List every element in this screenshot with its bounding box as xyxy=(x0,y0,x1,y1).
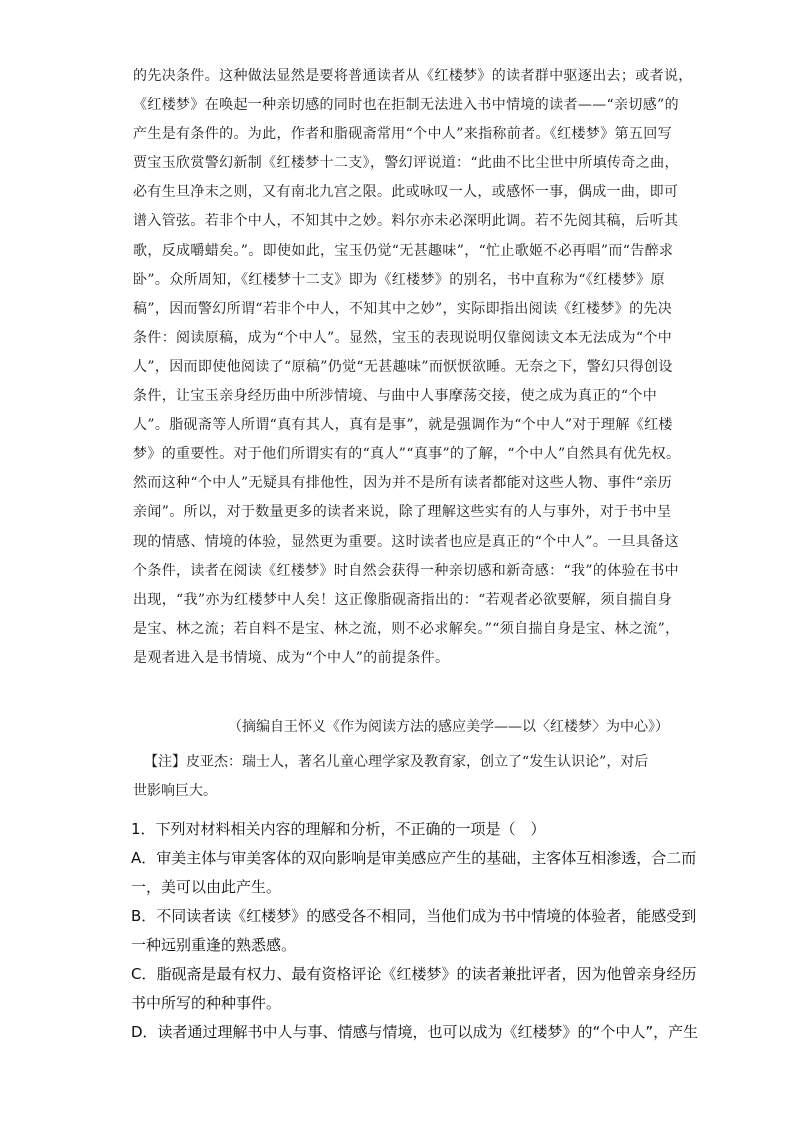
passage-line: 《红楼梦》在唤起一种亲切感的同时也在拒制无法进入书中情境的读者——“亲切感”的 xyxy=(133,97,679,114)
option-c-continued: 书中所写的种种事件。 xyxy=(131,994,282,1012)
passage-line: 个条件，读者在阅读《红楼梦》时自然会获得一种亲切感和新奇感：“我”的体验在书中 xyxy=(133,562,679,579)
footnote-line: 世影响巨大。 xyxy=(133,783,217,799)
option-d: D．读者通过理解书中人与事、情感与情境，也可以成为《红楼梦》的“个中人”，产生 xyxy=(131,1023,699,1041)
passage-line: 必有生旦净末之则，又有南北九宫之限。此或咏叹一人，或感怀一事，偶成一曲，即可 xyxy=(133,184,679,201)
passage-line: 出现，“我”亦为红楼梦中人矣！这正像脂砚斋指出的：“若观者必欲要解，须自揣自身 xyxy=(133,591,673,608)
passage-line: 亲闻”。所以，对于数量更多的读者来说，除了理解这些实有的人与事外，对于书中呈 xyxy=(133,504,672,521)
question-stem: 1．下列对材料相关内容的理解和分析，不正确的一项是（ ） xyxy=(131,820,546,838)
passage-line: 人”。脂砚斋等人所谓“真有其人，真有是事”，就是强调作为“个中人”对于理解《红楼 xyxy=(133,417,673,434)
passage-line: 贾宝玉欣赏警幻新制《红楼梦十二支》，警幻评说道：“此曲不比尘世中所填传奇之曲， xyxy=(133,155,679,172)
option-b: B．不同读者读《红楼梦》的感受各不相同，当他们成为书中情境的体验者，能感受到 xyxy=(131,907,697,925)
question-block xyxy=(131,815,699,1047)
passage-line: 卧”。众所周知，《红楼梦十二支》即为《红楼梦》的别名，书中直称为“《红楼梦》原 xyxy=(133,271,665,288)
passage-line: 的先决条件。这种做法显然是要将普通读者从《红楼梦》的读者群中驱逐出去；或者说， xyxy=(133,68,693,84)
passage-line: 现的情感、情境的体验，显然更为重要。这时读者也应是真正的“个中人”。一旦具备这 xyxy=(133,533,679,550)
passage-line: 产生是有条件的。为此，作者和脂砚斋常用“个中人”来指称前者。《红楼梦》第五回写 xyxy=(133,126,672,143)
passage-line: 梦》的重要性。对于他们所谓实有的“真人”“真事”的了解，“个中人”自然具有优先权。 xyxy=(133,446,681,463)
passage-line: 条件：阅读原稿，成为“个中人”。显然，宝玉的表现说明仅靠阅读文本无法成为“个中 xyxy=(133,329,673,346)
option-a-continued: 一，美可以由此产生。 xyxy=(131,878,282,896)
passage-line: 歌，反成嚼蜡矣。”。即使如此，宝玉仍觉“无甚趣味”，“忙止歌姬不必再唱”而“告醉求 xyxy=(133,242,674,259)
passage-line: 稿”，因而警幻所谓“若非个中人，不知其中之妙”，实际即指出阅读《红楼梦》的先决 xyxy=(133,300,673,317)
reading-passage xyxy=(133,62,693,673)
passage-line: 是宝、林之流；若自料不是宝、林之流，则不必求解矣。”“须自揣自身是宝、林之流”， xyxy=(133,620,680,637)
source-attribution: （摘编自王怀义《作为阅读方法的感应美学——以〈红楼梦〉为中心》） xyxy=(228,719,669,735)
option-a: A．审美主体与审美客体的双向影响是审美感应产生的基础，主客体互相渗透，合二而 xyxy=(131,849,697,867)
passage-line: 然而这种“个中人”无疑具有排他性，因为并不是所有读者都能对这些人物、事件“亲历 xyxy=(133,475,673,492)
option-c: C．脂砚斋是最有权力、最有资格评论《红楼梦》的读者兼批评者，因为他曾亲身经历 xyxy=(131,965,697,983)
passage-line: 谱入管弦。若非个中人，不知其中之妙。料尔亦未必深明此调。若不先阅其稿，后听其 xyxy=(133,213,679,230)
footnote-line: 【注】皮亚杰：瑞士人，著名儿童心理学家及教育家，创立了“发生认识论”，对后 xyxy=(144,754,649,770)
passage-line: 人”，因而即使他阅读了“原稿”仍觉“无甚趣味”而恹恹欲睡。无奈之下，警幻只得创设 xyxy=(133,358,673,375)
passage-line: 条件，让宝玉亲身经历曲中所涉情境、与曲中人事摩荡交接，使之成为真正的“个中 xyxy=(133,388,658,405)
passage-line: 是观者进入是书情境、成为“个中人”的前提条件。 xyxy=(133,649,450,666)
footnote xyxy=(133,748,667,806)
option-b-continued: 一种远别重逢的熟悉感。 xyxy=(131,936,297,954)
